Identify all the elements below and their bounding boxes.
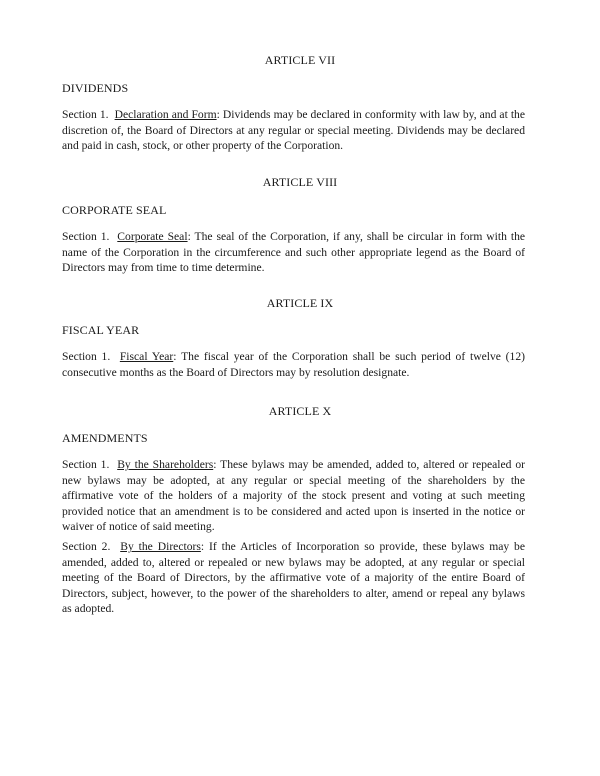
article-vii-section-1 xyxy=(62,107,525,154)
article-x-section-2 xyxy=(62,539,525,617)
section-caption: By the Shareholders xyxy=(117,458,214,471)
section-number: Section 1. xyxy=(62,350,111,363)
article-vii-heading: ARTICLE VII xyxy=(264,53,336,67)
article-viii-heading: ARTICLE VIII xyxy=(262,175,338,189)
section-caption: Declaration and Form xyxy=(114,108,217,121)
article-ix-section-1 xyxy=(62,349,525,380)
section-number: Section 2. xyxy=(62,540,111,553)
section-text: : The fiscal year of the Corporation shall be such period of twelve (12) consecutive months as the Board of Directors may by resolution designate. xyxy=(62,350,526,379)
article-viii-title: CORPORATE SEAL xyxy=(62,203,167,217)
article-ix-heading: ARTICLE IX xyxy=(266,296,334,310)
article-vii-title: DIVIDENDS xyxy=(62,81,129,95)
section-text: : If the Articles of Incorporation so provide, these bylaws may be amended, added to, altered or repealed or new bylaws may be adopted, at any regular or special meeting of the Board of Directors, by the affirmative vote of a majority of the entire Board of Directors, subject, however, to the power of the shareholders to alter, amend or repeal any bylaws as adopted. xyxy=(62,540,526,616)
article-x-title: AMENDMENTS xyxy=(62,431,148,445)
section-number: Section 1. xyxy=(62,108,109,121)
section-caption: Fiscal Year xyxy=(119,350,174,363)
article-viii-section-1 xyxy=(62,229,525,276)
section-text: : These bylaws may be amended, added to, altered or repealed or new bylaws may be adopted, at any regular or special meeting of the shareholders by the affirmative vote of the holders of a majority of the stock present and voting at such meeting provided notice that an amendment is to be considered and acted upon is inserted in the notice or waiver of notice of said meeting. xyxy=(62,458,526,534)
section-text: : Dividends may be declared in conformity with law by, and at the discretion of, the Board of Directors at any regular or special meeting. Dividends may be declared and paid in cash, stock, or other property of the Corporation. xyxy=(62,108,525,153)
section-text: : The seal of the Corporation, if any, shall be circular in form with the name of the Corporation in the circumference and such other appropriate legend as the Board of Directors may from time to time determine. xyxy=(62,230,526,275)
article-x-heading: ARTICLE X xyxy=(268,404,332,418)
article-ix-title: FISCAL YEAR xyxy=(62,323,140,337)
section-number: Section 1. xyxy=(62,458,110,471)
section-caption: Corporate Seal xyxy=(117,230,188,243)
article-x-section-1 xyxy=(62,457,525,535)
section-number: Section 1. xyxy=(62,230,110,243)
section-caption: By the Directors xyxy=(120,540,201,553)
